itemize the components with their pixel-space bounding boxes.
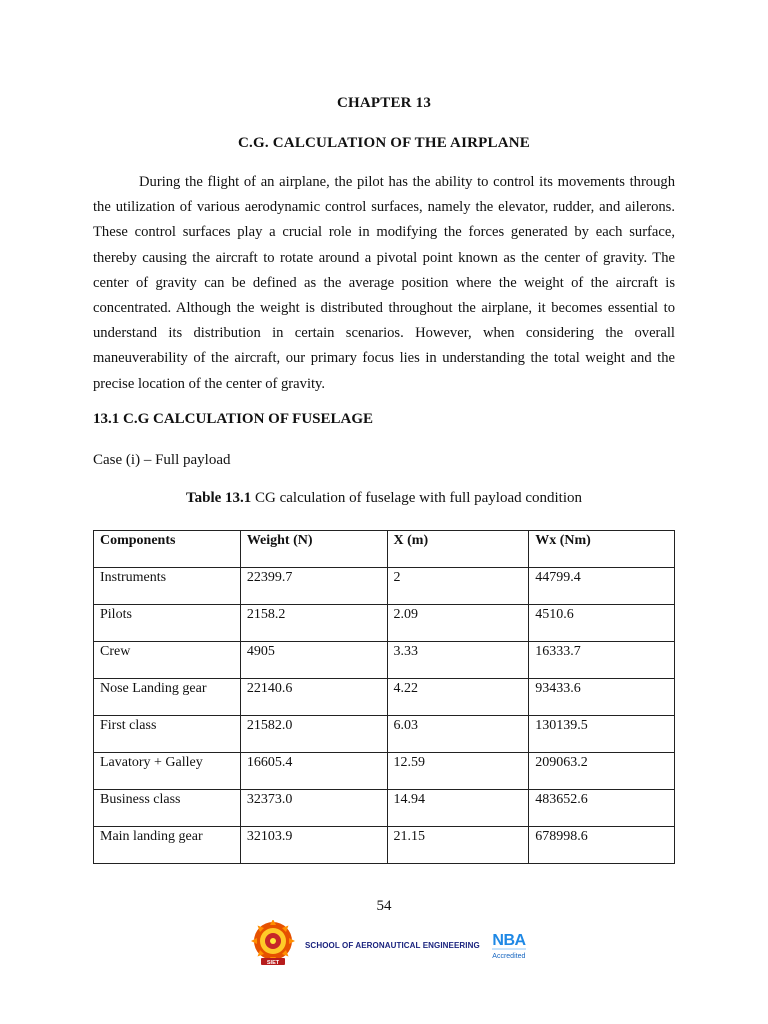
cell-component: Lavatory + Galley <box>94 753 241 790</box>
header-components: Components <box>94 531 241 568</box>
footer-branding <box>249 920 528 966</box>
header-wx: Wx (Nm) <box>529 531 675 568</box>
cell-wx: 483652.6 <box>529 790 675 827</box>
table-row <box>94 790 675 827</box>
nba-logo <box>490 928 528 960</box>
table-row <box>94 679 675 716</box>
cell-wx: 678998.6 <box>529 827 675 864</box>
cell-wx: 16333.7 <box>529 642 675 679</box>
table-header-row <box>94 531 675 568</box>
table-caption-text: CG calculation of fuselage with full payload condition <box>251 490 583 506</box>
cell-x: 12.59 <box>387 753 529 790</box>
table-row <box>94 642 675 679</box>
header-x: X (m) <box>387 531 529 568</box>
nba-logo-icon <box>490 928 528 952</box>
table-row <box>94 568 675 605</box>
table-row <box>94 605 675 642</box>
cell-x: 2 <box>387 568 529 605</box>
header-weight: Weight (N) <box>240 531 387 568</box>
cell-wx: 44799.4 <box>529 568 675 605</box>
cell-weight: 16605.4 <box>240 753 387 790</box>
page-number: 54 <box>376 898 392 914</box>
cell-wx: 209063.2 <box>529 753 675 790</box>
cell-weight: 21582.0 <box>240 716 387 753</box>
cell-weight: 32103.9 <box>240 827 387 864</box>
school-logo-icon <box>249 920 299 966</box>
cell-wx: 130139.5 <box>529 716 675 753</box>
chapter-title: C.G. CALCULATION OF THE AIRPLANE <box>238 135 530 151</box>
table-row <box>94 716 675 753</box>
cell-weight: 22140.6 <box>240 679 387 716</box>
cell-weight: 22399.7 <box>240 568 387 605</box>
cell-x: 2.09 <box>387 605 529 642</box>
cell-component: Crew <box>94 642 241 679</box>
case-label: Case (i) – Full payload <box>93 452 231 468</box>
school-name: SCHOOL OF AERONAUTICAL ENGINEERING <box>305 940 480 950</box>
cell-component: Instruments <box>94 568 241 605</box>
table-row <box>94 753 675 790</box>
school-logo-text: SIET <box>266 960 280 966</box>
section-heading: 13.1 C.G CALCULATION OF FUSELAGE <box>93 411 374 427</box>
cell-component: Main landing gear <box>94 827 241 864</box>
nba-logo-text: NBA <box>492 932 526 949</box>
cell-weight: 2158.2 <box>240 605 387 642</box>
table-caption <box>0 490 768 507</box>
cell-x: 6.03 <box>387 716 529 753</box>
table-caption-number: Table 13.1 <box>185 490 252 506</box>
cell-component: First class <box>94 716 241 753</box>
cell-component: Pilots <box>94 605 241 642</box>
cell-x: 21.15 <box>387 827 529 864</box>
cg-table <box>93 530 675 864</box>
cell-wx: 93433.6 <box>529 679 675 716</box>
table-row <box>94 827 675 864</box>
cell-x: 4.22 <box>387 679 529 716</box>
cell-component: Nose Landing gear <box>94 679 241 716</box>
cell-weight: 32373.0 <box>240 790 387 827</box>
nba-accredited: Accredited <box>492 953 526 960</box>
cell-wx: 4510.6 <box>529 605 675 642</box>
cell-x: 3.33 <box>387 642 529 679</box>
cell-weight: 4905 <box>240 642 387 679</box>
intro-paragraph: During the flight of an airplane, the pilot has the ability to control its movements through the utilization of various aerodynamic control surfaces, namely the elevator, rudder, and ailerons. These control surfaces play a crucial role in modifying the forces generated by each surface, thereby causing the aircraft to rotate around a pivotal point known as the center of gravity. The center of gravity can be defined as the average position where the weight of the aircraft is concentrated. Although the weight is distributed throughout the airplane, it becomes essential to understand its distribution in certain scenarios. However, when considering the overall maneuverability of the aircraft, our primary focus lies in understanding the total weight and the precise location of the center of gravity. <box>93 174 675 392</box>
cell-component: Business class <box>94 790 241 827</box>
chapter-number: CHAPTER 13 <box>336 95 432 111</box>
cell-x: 14.94 <box>387 790 529 827</box>
